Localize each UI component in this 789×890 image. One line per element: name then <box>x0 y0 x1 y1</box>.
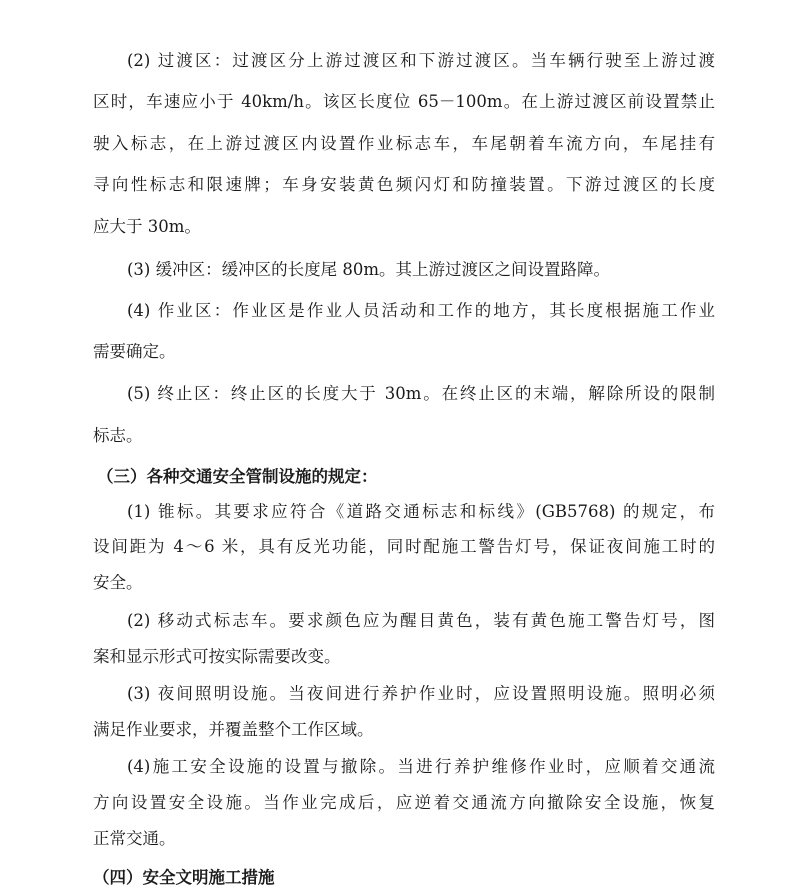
text-line: (2) 过渡区：过渡区分上游过渡区和下游过渡区。当车辆行驶至上游过渡 <box>127 51 715 70</box>
text-line: (3) 缓冲区：缓冲区的长度尾 80m。其上游过渡区之间设置路障。 <box>127 260 611 279</box>
section-heading: （三）各种交通安全管制设施的规定： <box>97 467 378 486</box>
text-line: 应大于 30m。 <box>93 217 201 236</box>
text-line: 安全。 <box>93 573 143 592</box>
cut-off-heading-text: （四）安全文明施工措施 <box>93 868 275 887</box>
cut-off-heading <box>93 862 393 887</box>
text-line: 寻向性标志和限速牌；车身安装黄色频闪灯和防撞装置。下游过渡区的长度 <box>93 175 715 194</box>
text-line: 方向设置安全设施。当作业完成后，应逆着交通流方向撤除安全设施，恢复 <box>93 793 715 812</box>
text-line: 标志。 <box>93 426 143 445</box>
text-line: 正常交通。 <box>93 829 176 848</box>
text-line: (3) 夜间照明设施。当夜间进行养护作业时，应设置照明设施。照明必须 <box>127 684 715 703</box>
text-line: (2) 移动式标志车。要求颜色应为醒目黄色，装有黄色施工警告灯号，图 <box>127 611 715 630</box>
text-line: 设间距为 4～6 米，具有反光功能，同时配施工警告灯号，保证夜间施工时的 <box>93 537 715 556</box>
text-line: (5) 终止区：终止区的长度大于 30m。在终止区的末端，解除所设的限制 <box>127 384 715 403</box>
text-line: 满足作业要求，并覆盖整个工作区域。 <box>93 720 374 739</box>
text-line: (4)施工安全设施的设置与撤除。当进行养护维修作业时，应顺着交通流 <box>127 757 715 776</box>
text-line: (1) 锥标。其要求应符合《道路交通标志和标线》(GB5768) 的规定，布 <box>127 502 715 521</box>
text-line: 驶入标志，在上游过渡区内设置作业标志车，车尾朝着车流方向，车尾挂有 <box>93 134 715 153</box>
text-line: (4) 作业区：作业区是作业人员活动和工作的地方，其长度根据施工作业 <box>127 301 715 320</box>
text-line: 需要确定。 <box>93 342 176 361</box>
text-line: 区时，车速应小于 40km/h。该区长度位 65－100m。在上游过渡区前设置禁止 <box>93 92 715 111</box>
text-line: 案和显示形式可按实际需要改变。 <box>93 647 341 666</box>
